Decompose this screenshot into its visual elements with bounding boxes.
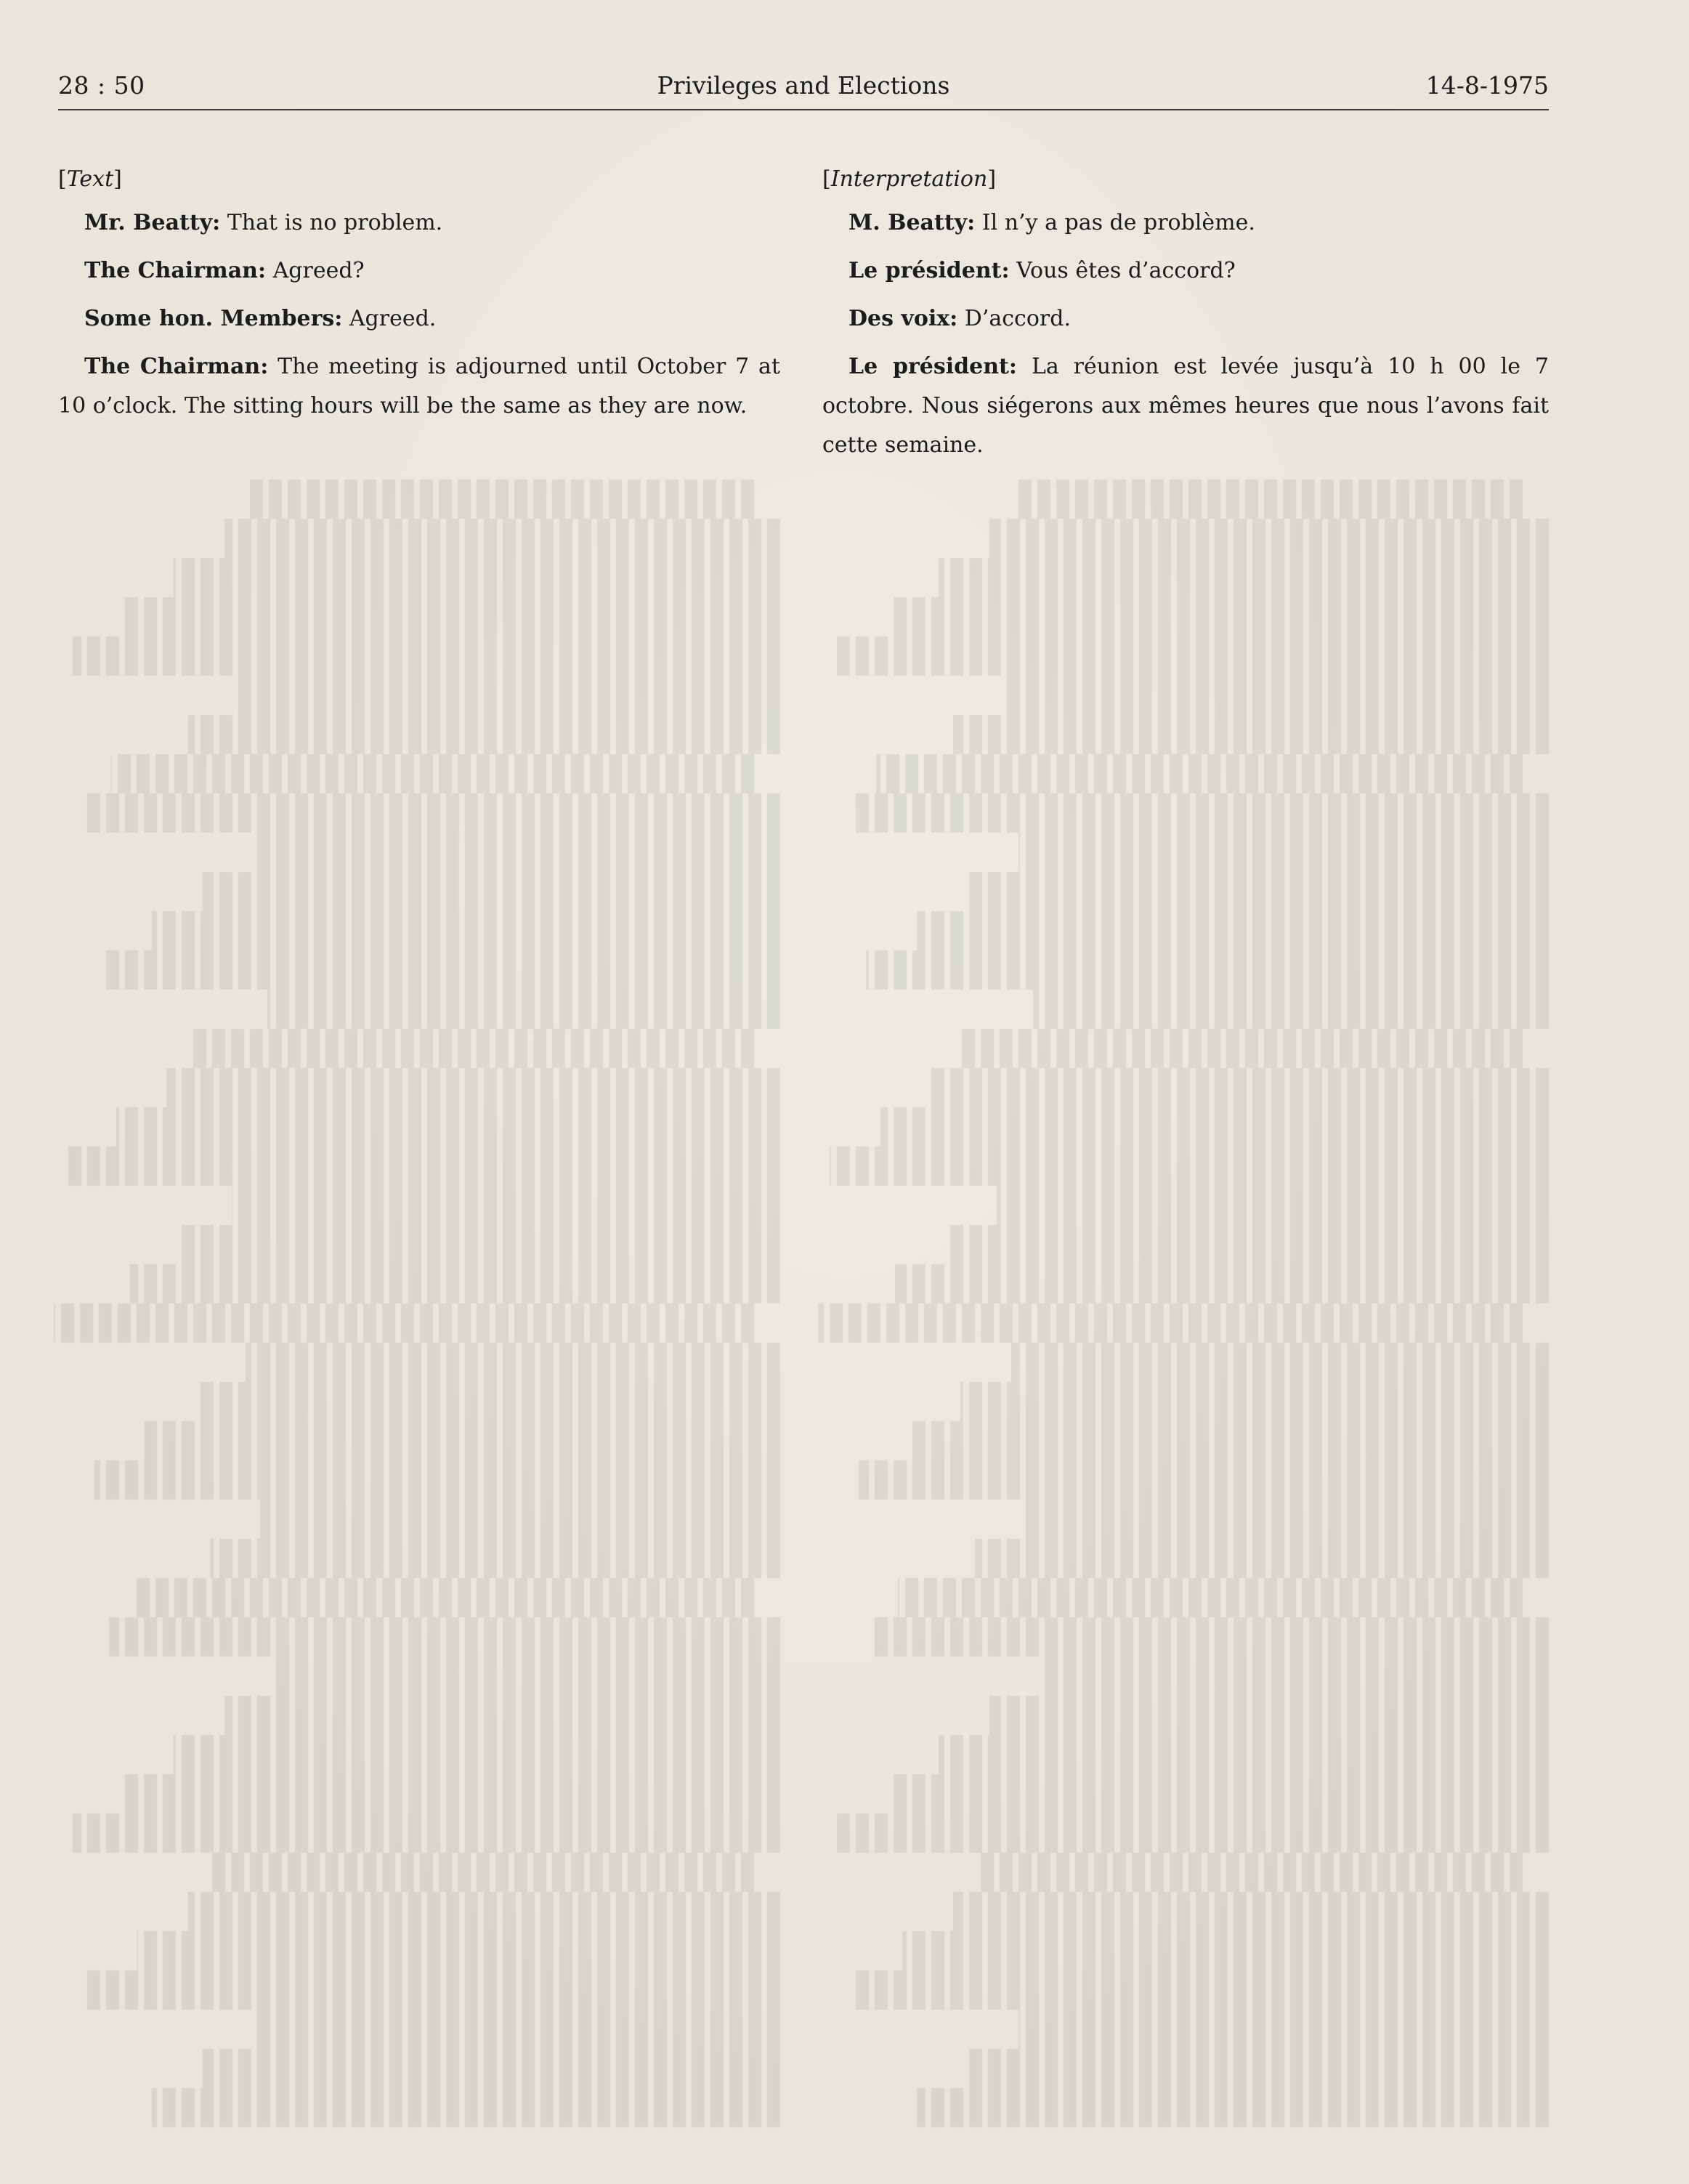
show-through-line: [1011, 1343, 1549, 1382]
show-through-line: [956, 1029, 1523, 1068]
transcript-paragraph: [58, 251, 780, 291]
show-through-line: [880, 1107, 1549, 1146]
show-through-line: [818, 1303, 1523, 1343]
show-through-line: [87, 793, 780, 833]
show-through-line: [1026, 1500, 1549, 1539]
column-label: [Text]: [58, 166, 122, 192]
show-through-line: [166, 1068, 780, 1107]
show-through-line: [876, 754, 1523, 793]
show-through-line: [837, 636, 1549, 676]
transcript-paragraph: [822, 299, 1549, 339]
show-through-line: [953, 1892, 1549, 1931]
show-through-line: [1040, 1657, 1549, 1696]
transcript-paragraph: [58, 299, 780, 339]
speaker-name: The Chairman:: [84, 258, 267, 283]
show-through-line: [953, 715, 1549, 754]
speaker-name: M. Beatty:: [848, 210, 976, 235]
french-column: [822, 160, 1549, 474]
speech-text: La réunion est levée jusqu’à 10 h 00 le 7 octobre. Nous siégerons aux mêmes heures que nous l’avons fait cette semaine.: [822, 354, 1549, 458]
show-through-line: [174, 1735, 780, 1774]
page-header: [58, 71, 1549, 110]
transcript-paragraph: [822, 203, 1549, 243]
show-through-line: [65, 1146, 780, 1186]
show-through-line: [152, 911, 780, 950]
speaker-name: Des voix:: [848, 306, 958, 331]
show-through-line: [910, 1421, 1549, 1460]
show-through-line: [1018, 2010, 1549, 2049]
show-through-line: [1004, 676, 1549, 715]
show-through-line: [137, 1931, 780, 1970]
show-through-line: [94, 1460, 780, 1500]
transcript-paragraph: [822, 347, 1549, 465]
transcript-paragraph: [822, 251, 1549, 291]
show-through-line: [978, 1853, 1523, 1892]
speaker-name: Some hon. Members:: [84, 306, 343, 331]
show-through-line: [239, 676, 781, 715]
show-through-line: [248, 480, 754, 519]
show-through-line: [224, 1696, 780, 1735]
show-through-line: [267, 990, 780, 1029]
show-through-line: [851, 1970, 1549, 2010]
show-through-line: [203, 2049, 780, 2088]
speech-text: Il n’y a pas de problème.: [975, 210, 1255, 235]
speech-text: Agreed.: [342, 306, 437, 331]
show-through-line: [174, 558, 780, 597]
show-through-line: [968, 2049, 1549, 2088]
show-through-line: [895, 1264, 1549, 1303]
show-through-right: [822, 480, 1549, 2127]
show-through-line: [917, 911, 1549, 950]
column-label: [Interpretation]: [822, 166, 997, 192]
show-through-line: [203, 872, 780, 911]
show-through-line: [1033, 990, 1549, 1029]
show-through-line: [260, 1500, 780, 1539]
show-through-line: [1014, 480, 1523, 519]
show-through-line: [232, 1186, 780, 1225]
show-through-line: [989, 1696, 1549, 1735]
show-through-line: [188, 1892, 780, 1931]
show-through-line: [213, 1853, 755, 1892]
show-through-line: [188, 715, 780, 754]
show-through-line: [830, 1146, 1549, 1186]
speech-text: Agreed?: [266, 258, 365, 283]
show-through-line: [210, 1539, 780, 1578]
speaker-name: Mr. Beatty:: [84, 210, 221, 235]
speech-text: Vous êtes d’accord?: [1009, 258, 1236, 283]
show-through-line: [123, 1774, 780, 1813]
show-through-line: [968, 872, 1549, 911]
show-through-line: [866, 950, 1549, 990]
show-through-line: [997, 1186, 1549, 1225]
page-date: 14-8-1975: [1425, 71, 1549, 100]
show-through-line: [130, 1264, 780, 1303]
show-through-line: [939, 1735, 1549, 1774]
show-through-line: [191, 1029, 754, 1068]
show-through-line: [133, 1578, 754, 1617]
show-through-line: [946, 1225, 1549, 1264]
show-through-line: [902, 1931, 1549, 1970]
show-through-line: [837, 1813, 1549, 1853]
show-through-line: [851, 793, 1549, 833]
speech-text: That is no problem.: [220, 210, 443, 235]
show-through-line: [888, 1774, 1549, 1813]
speaker-name: Le président:: [848, 354, 1017, 379]
show-through-left: [58, 480, 780, 2127]
show-through-line: [195, 1382, 780, 1421]
speaker-name: The Chairman:: [84, 354, 269, 379]
show-through-line: [931, 1068, 1549, 1107]
show-through-line: [123, 597, 780, 636]
show-through-line: [939, 558, 1549, 597]
page-number: 28 : 50: [58, 71, 145, 100]
show-through-line: [116, 1107, 780, 1146]
transcript-paragraph: [58, 203, 780, 243]
show-through-line: [54, 1303, 754, 1343]
show-through-line: [253, 2010, 780, 2049]
show-through-line: [224, 519, 780, 558]
show-through-line: [181, 1225, 780, 1264]
speech-text: The meeting is adjourned until October 7 at 10 o’clock. The sitting hours will be the same as they are now.: [58, 354, 780, 418]
show-through-line: [898, 1578, 1523, 1617]
english-column: [58, 160, 780, 434]
show-through-line: [253, 833, 780, 872]
show-through-line: [917, 2088, 1549, 2127]
transcript-paragraph: [58, 347, 780, 426]
speaker-name: Le président:: [848, 258, 1010, 283]
show-through-line: [1018, 833, 1549, 872]
show-through-line: [873, 1617, 1549, 1657]
show-through-line: [975, 1539, 1549, 1578]
show-through-line: [73, 636, 780, 676]
show-through-line: [275, 1657, 780, 1696]
show-through-line: [102, 950, 780, 990]
show-through-line: [73, 1813, 780, 1853]
speech-text: D’accord.: [957, 306, 1071, 331]
show-through-line: [859, 1460, 1549, 1500]
show-through-line: [109, 1617, 780, 1657]
show-through-line: [989, 519, 1549, 558]
show-through-line: [246, 1343, 780, 1382]
show-through-line: [111, 754, 754, 793]
show-through-line: [87, 1970, 780, 2010]
show-through-line: [888, 597, 1549, 636]
show-through-line: [152, 2088, 780, 2127]
running-title: Privileges and Elections: [657, 71, 950, 100]
show-through-line: [145, 1421, 780, 1460]
show-through-line: [960, 1382, 1549, 1421]
